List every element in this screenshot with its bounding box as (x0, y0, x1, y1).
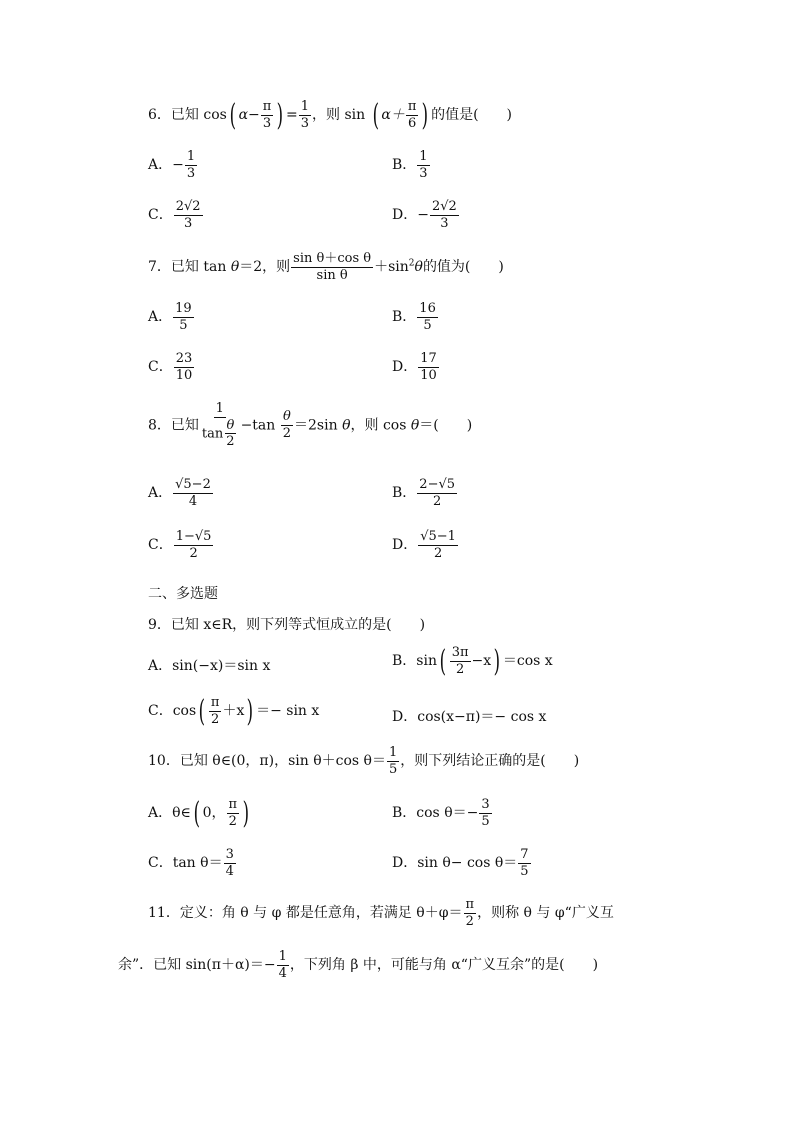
q10-option-c: C．tan θ＝ $\frac{3}{4}$ (148, 847, 234, 879)
q10-option-d: D．sin θ− cos θ＝ $\frac{7}{5}$ (392, 847, 529, 879)
question-11-line-2: 余”．已知 sin(π＋α)＝− $\frac{1}{4}$ ，下列角 β 中，可能与角 α“广义互余”的是( ) (118, 949, 599, 981)
q8-option-b: B． $\frac{2-√5}{2}$ (392, 477, 456, 509)
q9-option-a: A．sin(−x)＝sin x (148, 658, 271, 674)
q6-option-c: C． $\frac{2√2}{3}$ (148, 199, 201, 231)
question-10-stem: 10．已知 θ∈(0，π)，sin θ＋cos θ＝ $\frac{1}{5}$ ，则下列结论正确的是( ) (148, 745, 580, 777)
q8-option-c: C． $\frac{1-√5}{2}$ (148, 529, 212, 561)
question-9-stem: 9．已知 x∈R，则下列等式恒成立的是( ) (148, 617, 426, 633)
section-heading: 二、多选题 (148, 586, 218, 602)
q7-option-b: B． $\frac{16}{5}$ (392, 301, 436, 333)
q7-option-d: D． $\frac{17}{10}$ (392, 351, 437, 383)
q6-option-d: D．− $\frac{2√2}{3}$ (392, 199, 457, 231)
question-6-stem: 6．已知 cos( α− $\frac{\pi}{3}$ ) = $\frac{1}{3}$ ，则 sin ( α＋ $\frac{\pi}{6}$ ) 的值是( ) (148, 97, 513, 133)
q7-option-a: A． $\frac{19}{5}$ (148, 301, 192, 333)
q9-option-c: C．cos( $\frac{\pi}{2}$ ＋x) ＝− sin x (148, 693, 320, 729)
question-11-line-1: 11．定义：角 θ 与 φ 都是任意角，若满足 θ＋φ＝ $\frac{\pi}{2}$ ，则称 θ 与 φ“广义互 (148, 897, 614, 929)
q10-option-b: B．cos θ＝− $\frac{3}{5}$ (392, 797, 490, 829)
q9-option-d: D．cos(x−π)＝− cos x (392, 709, 547, 725)
q10-option-a: A．θ∈( 0， $\frac{\pi}{2}$ ) (148, 795, 250, 831)
q6-option-a: A．− $\frac{1}{3}$ (148, 149, 196, 181)
q8-option-a: A． $\frac{√5-2}{4}$ (148, 477, 211, 509)
question-7-stem: 7．已知 tan θ＝2，则 $\frac{\text{sin θ＋cos θ}}{\text{sin θ}}$ $+\sin^2\theta$的值为( ) (148, 251, 504, 283)
q9-option-b: B．sin( $\frac{3\pi}{2}$ −x) ＝cos x (392, 643, 553, 679)
q6-option-b: B． $\frac{1}{3}$ (392, 149, 428, 181)
q8-option-d: D． $\frac{√5-1}{2}$ (392, 529, 456, 561)
question-8-stem: 8．已知 1 tan $\frac{\theta}{2}$ −tan $\frac{\theta}{2}$ ＝2sin θ，则 cos θ＝( ) (148, 401, 473, 450)
q7-option-c: C． $\frac{23}{10}$ (148, 351, 193, 383)
